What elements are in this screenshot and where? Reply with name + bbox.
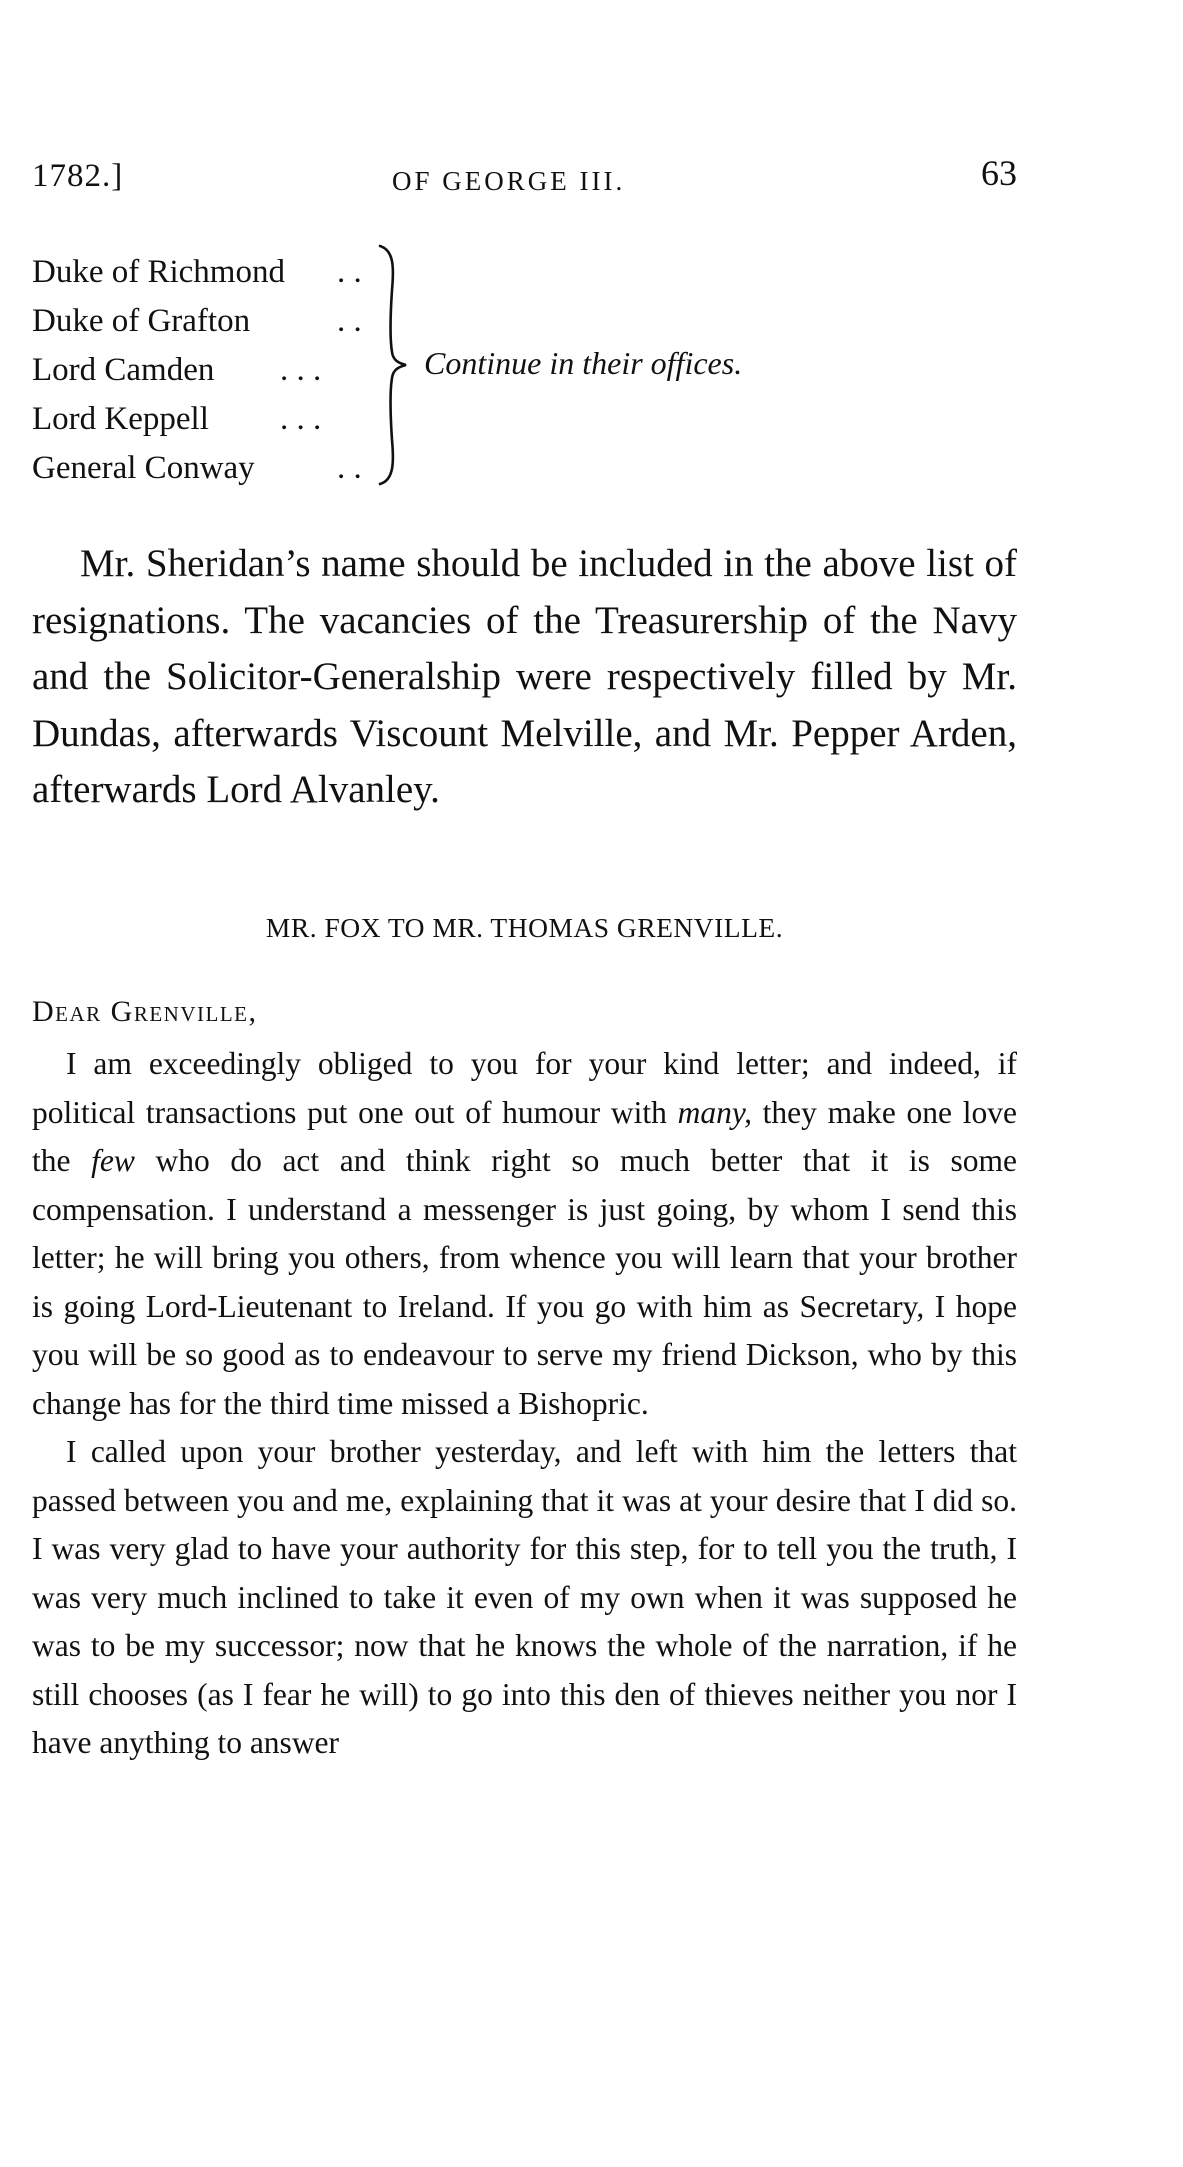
letter-heading: MR. FOX TO MR. THOMAS GRENVILLE. <box>265 912 784 943</box>
letter-salutation: Dear Grenville, <box>32 995 258 1028</box>
leader-dots: . . . <box>280 401 322 437</box>
page-number: 63 <box>981 153 1017 193</box>
note-paragraph: Mr. Sheridan’s name should be included in the above list of resignations. The vacancies of the Treasurership of the Navy and the Solicitor-Generalship were respectively filled by Mr. Dundas, afterwards Viscount Melville, and Mr. Pepper Arden, afterwards Lord Alvanley. <box>32 542 1017 811</box>
letter-body <box>32 1040 1017 1768</box>
leader-dots: . . <box>337 254 362 290</box>
letter-paragraph <box>32 1040 1017 1428</box>
header-year: 1782.] <box>32 158 124 194</box>
brace-note: Continue in their offices. <box>424 345 743 381</box>
emphasis-many: many, <box>677 1094 752 1130</box>
officer-name: General Conway <box>32 450 255 486</box>
leader-dots: . . <box>337 450 362 486</box>
officer-name: Lord Keppell <box>32 401 209 437</box>
officer-row <box>32 297 362 346</box>
officer-row <box>32 444 362 493</box>
emphasis-few: few <box>91 1143 135 1178</box>
running-header <box>32 152 1017 202</box>
letter-paragraph: I called upon your brother yesterday, and left with him the letters that passed between you and me, explaining that it was at your desire that I did so. I was very glad to have your authority for this step, for to tell you the truth, I was very much inclined to take it even of my own when it was supposed he was to be my successor; now that he knows the whole of the narration, if he still chooses (as I fear he will) to go into this den of thieves neither you nor I have anything to answer <box>32 1434 1017 1760</box>
leader-dots: . . . <box>280 352 322 388</box>
letter-text: who do act and think right so much better that it is some compensation. I understand a messenger is just going, by whom I send this letter; he will bring you others, from whence you will learn that your brother is going Lord-Lieutenant to Ireland. If you go with him as Secretary, I hope you will be so good as to endeavour to serve my friend Dickson, who by this change has for the third time missed a Bishopric. <box>32 1143 1017 1421</box>
officer-name: Duke of Grafton <box>32 303 251 339</box>
officer-row <box>32 248 362 297</box>
leader-dots: . . <box>337 303 362 339</box>
officer-row <box>32 395 322 444</box>
curly-brace <box>372 240 422 490</box>
editorial-note <box>32 536 1017 819</box>
letter-text: they make one love the <box>32 1094 1017 1178</box>
letter-text: I am exceedingly obliged to you for your kind letter; and indeed, if political transactions put one out of humour with <box>32 1046 1017 1130</box>
officer-list <box>32 248 362 493</box>
officer-name: Duke of Richmond <box>32 254 285 290</box>
officer-row <box>32 346 322 395</box>
officer-name: Lord Camden <box>32 352 215 388</box>
header-running-title: OF GEORGE III. <box>392 166 626 196</box>
